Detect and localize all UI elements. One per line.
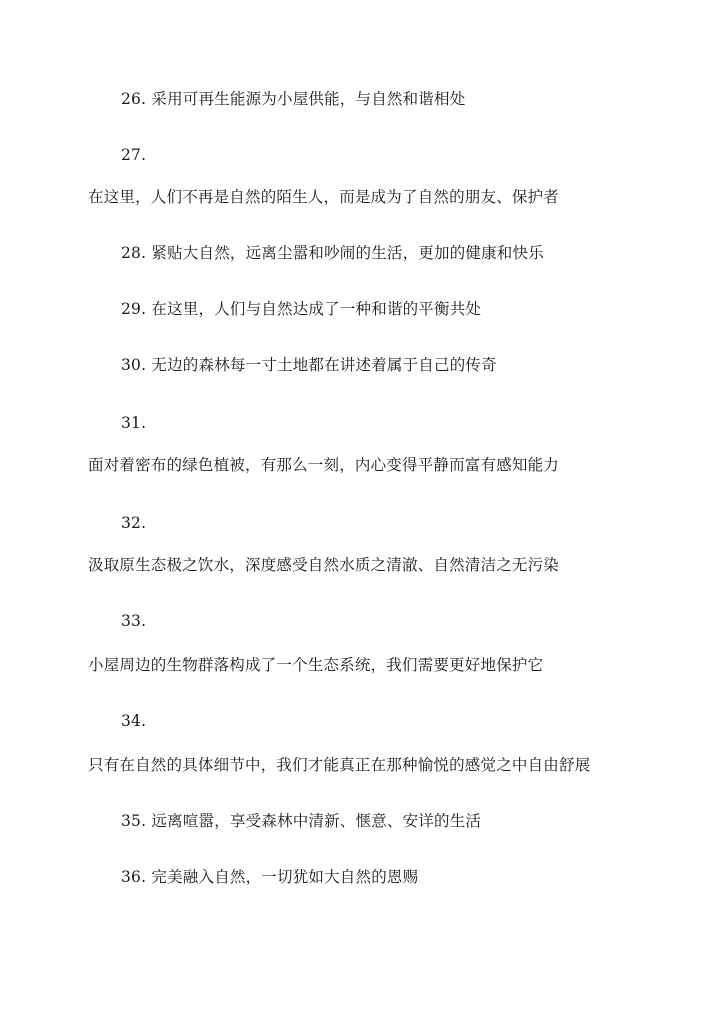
item-number: 27. xyxy=(121,146,147,164)
item-number: 28. xyxy=(121,244,147,262)
item-text: 在这里，人们不再是自然的陌生人，而是成为了自然的朋友、保护者 xyxy=(88,188,560,206)
item-text: 只有在自然的具体细节中，我们才能真正在那种愉悦的感觉之中自由舒展 xyxy=(88,756,591,774)
item-text: 完美融入自然，一切犹如大自然的恩赐 xyxy=(151,868,419,886)
list-item xyxy=(121,299,481,319)
item-number: 36. xyxy=(121,868,147,886)
item-text: 远离喧嚣，享受森林中清新、惬意、安详的生活 xyxy=(151,812,482,830)
list-item xyxy=(121,243,544,263)
list-item xyxy=(121,811,481,831)
item-text: 无边的森林每一寸土地都在讲述着属于自己的传奇 xyxy=(151,356,497,374)
item-text: 面对着密布的绿色植被，有那么一刻，内心变得平静而富有感知能力 xyxy=(88,456,560,474)
item-number: 29. xyxy=(121,300,147,318)
list-item xyxy=(121,867,418,887)
item-number: 30. xyxy=(121,356,147,374)
item-number: 26. xyxy=(121,90,147,108)
item-text: 采用可再生能源为小屋供能，与自然和谐相处 xyxy=(151,90,466,108)
item-text: 小屋周边的生物群落构成了一个生态系统，我们需要更好地保护它 xyxy=(88,656,544,674)
item-text: 汲取原生态极之饮水，深度感受自然水质之清澈、自然清洁之无污染 xyxy=(88,556,560,574)
item-number: 33. xyxy=(121,612,147,630)
item-number: 35. xyxy=(121,812,147,830)
item-text: 紧贴大自然，远离尘嚣和吵闹的生活，更加的健康和快乐 xyxy=(151,244,544,262)
item-text: 在这里，人们与自然达成了一种和谐的平衡共处 xyxy=(151,300,482,318)
list-item xyxy=(121,89,465,109)
item-number: 32. xyxy=(121,514,147,532)
item-number: 31. xyxy=(121,414,147,432)
list-item xyxy=(121,355,497,375)
item-number: 34. xyxy=(121,712,147,730)
